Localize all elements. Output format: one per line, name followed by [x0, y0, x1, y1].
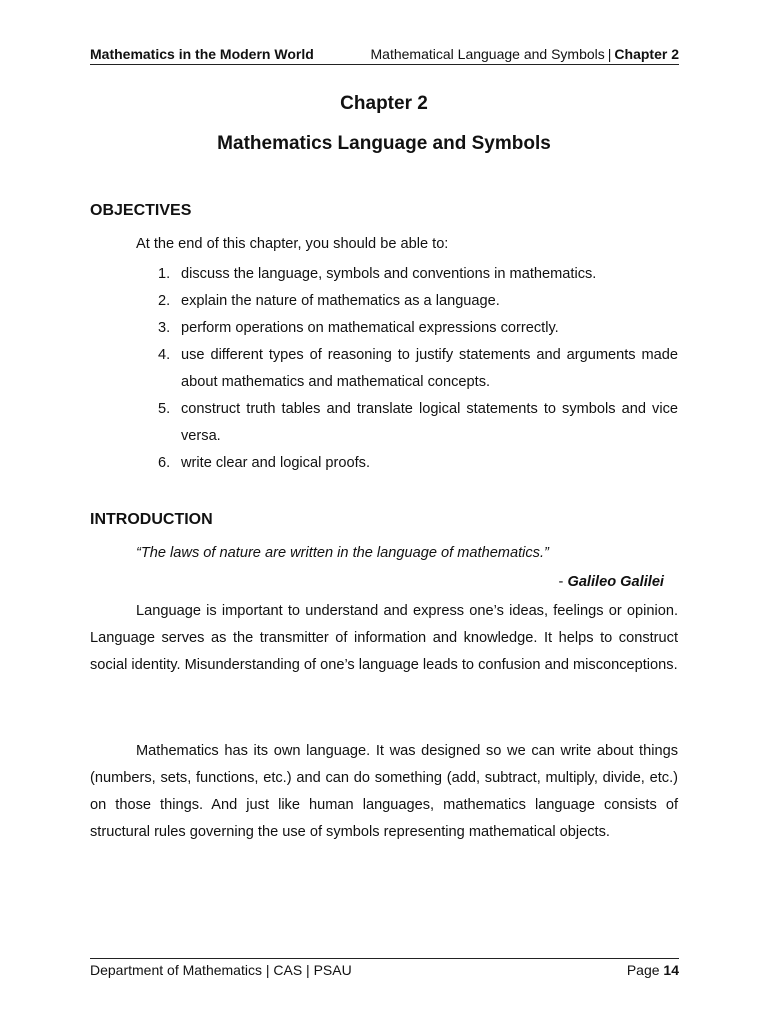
galileo-quote: “The laws of nature are written in the language of mathematics.”	[136, 545, 549, 561]
list-item	[158, 261, 678, 288]
intro-paragraph-1: Language is important to understand and express one’s ideas, feelings or opinion. Language serves as the transmitter of information and knowledge. It helps to construct social identity. Misunderstanding of one’s language leads to confusion and misconceptions.	[90, 603, 678, 673]
list-text: perform operations on mathematical expressions correctly.	[181, 320, 559, 336]
list-number: 5.	[158, 401, 171, 417]
header-chapter-name: Mathematical Language and Symbols	[370, 46, 605, 62]
header-separator: |	[607, 46, 612, 62]
list-number: 3.	[158, 320, 171, 336]
page-number: 14	[663, 962, 679, 978]
objectives-lead: At the end of this chapter, you should be able to:	[136, 236, 449, 252]
quote-attribution	[559, 570, 664, 594]
header-chapter-label: Chapter 2	[614, 46, 679, 62]
header-book-title: Mathematics in the Modern World	[90, 46, 314, 62]
list-item	[158, 315, 678, 342]
list-item	[158, 396, 678, 450]
list-text: use different types of reasoning to justify statements and arguments made about mathematics and mathematical concepts.	[181, 347, 678, 390]
objectives-list	[158, 261, 678, 477]
footer-page-info	[627, 960, 679, 980]
list-text: explain the nature of mathematics as a language.	[181, 293, 500, 309]
running-footer	[90, 960, 679, 980]
chapter-subtitle: Mathematics Language and Symbols	[217, 133, 551, 154]
introduction-heading: INTRODUCTION	[90, 511, 213, 528]
list-item	[158, 342, 678, 396]
list-text: discuss the language, symbols and conventions in mathematics.	[181, 266, 597, 282]
list-item	[158, 288, 678, 315]
chapter-title: Chapter 2	[340, 93, 428, 114]
quote-author: Galileo Galilei	[567, 574, 664, 590]
list-number: 4.	[158, 347, 171, 363]
objectives-heading: OBJECTIVES	[90, 202, 192, 219]
list-item	[158, 450, 678, 477]
header-chapter-info	[371, 44, 679, 64]
list-number: 1.	[158, 266, 171, 282]
list-text: write clear and logical proofs.	[181, 455, 370, 471]
intro-paragraph-2: Mathematics has its own language. It was designed so we can write about things (numbers, sets, functions, etc.) and can do something (add, subtract, multiply, divide, etc.) on those things. And just like human languages, mathematics language consists of structural rules governing the use of symbols representing mathematical objects.	[90, 743, 678, 840]
header-rule	[90, 64, 679, 65]
list-number: 2.	[158, 293, 171, 309]
footer-rule	[90, 958, 679, 959]
quote-dash: -	[558, 574, 564, 590]
footer-department: Department of Mathematics | CAS | PSAU	[90, 962, 352, 978]
page-label: Page	[626, 962, 660, 978]
running-header	[90, 44, 679, 64]
list-number: 6.	[158, 455, 171, 471]
list-text: construct truth tables and translate logical statements to symbols and vice versa.	[181, 401, 678, 444]
